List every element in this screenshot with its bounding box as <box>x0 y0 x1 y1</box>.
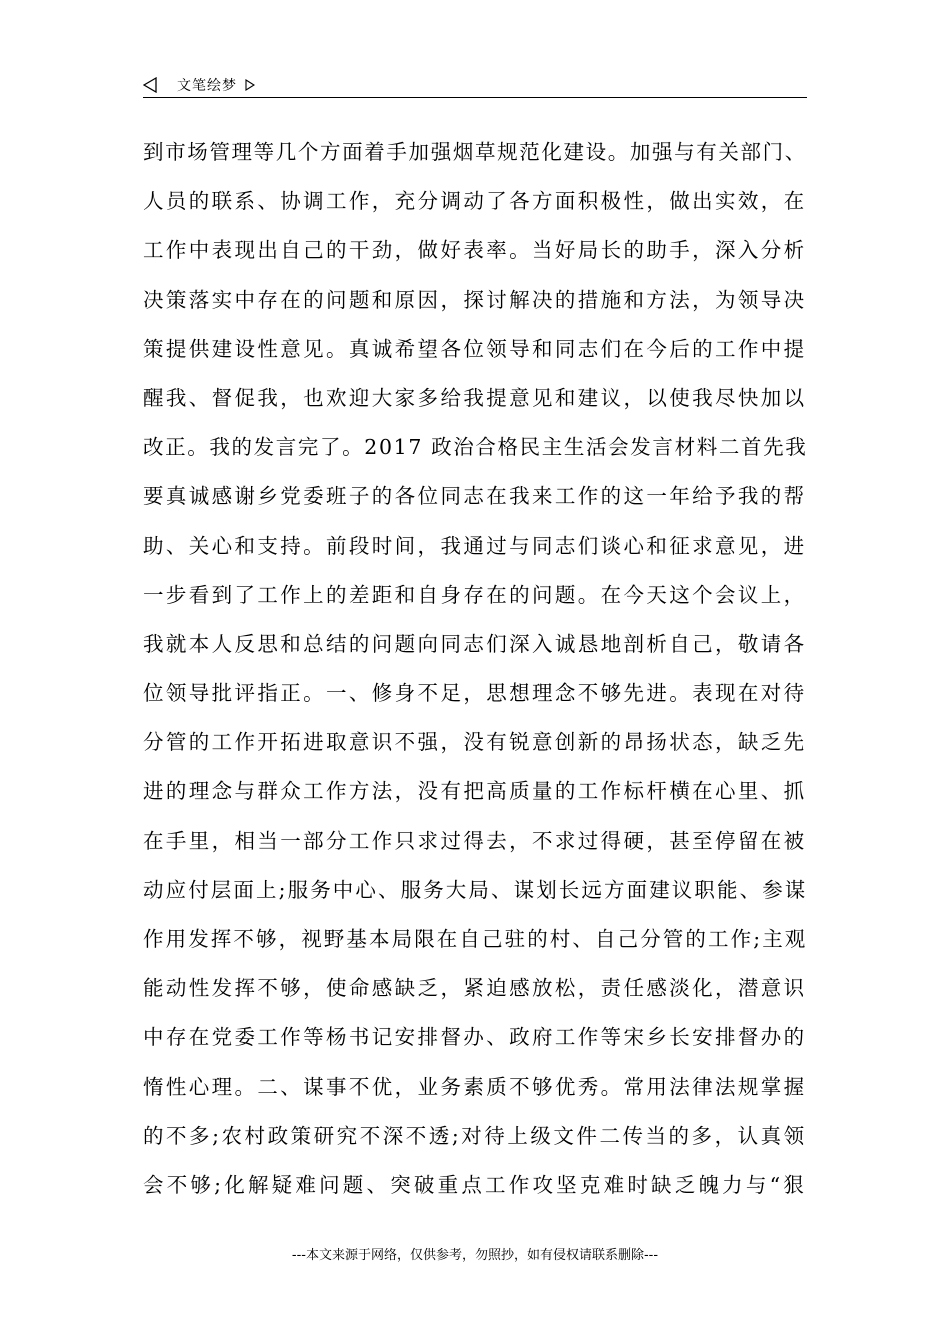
text-line: 助、关心和支持。前段时间，我通过与同志们谈心和征求意见，进 <box>143 533 807 558</box>
text-line: 作用发挥不够，视野基本局限在自己驻的村、自己分管的工作;主观 <box>143 927 808 951</box>
text-line: 要真诚感谢乡党委班子的各位同志在我来工作的这一年给予我的帮 <box>143 484 807 509</box>
text-line: 分管的工作开拓进取意识不强，没有锐意创新的昂扬状态，缺乏先 <box>143 730 807 755</box>
text-line: 进的理念与群众工作方法，没有把高质量的工作标杆横在心里、抓 <box>143 779 807 804</box>
text-line: 醒我、督促我，也欢迎大家多给我提意见和建议，以使我尽快加以 <box>143 385 807 410</box>
text-line: 策提供建设性意见。真诚希望各位领导和同志们在今后的工作中提 <box>143 336 807 361</box>
text-line: 到市场管理等几个方面着手加强烟草规范化建设。加强与有关部门、 <box>143 140 807 164</box>
page-header <box>143 74 807 96</box>
text-line: 在手里，相当一部分工作只求过得去，不求过得硬，甚至停留在被 <box>143 828 807 853</box>
text-line: 工作中表现出自己的干劲，做好表率。当好局长的助手，深入分析 <box>143 238 807 263</box>
header-divider <box>143 97 807 98</box>
document-body <box>143 128 807 1210</box>
text-line: 决策落实中存在的问题和原因，探讨解决的措施和方法，为领导决 <box>143 287 807 312</box>
header-title: 文笔绘梦 <box>177 78 237 94</box>
text-line: 一步看到了工作上的差距和自身存在的问题。在今天这个会议上， <box>143 582 807 607</box>
text-line: 会不够;化解疑难问题、突破重点工作攻坚克难时缺乏魄力与“狠 <box>143 1172 807 1197</box>
text-line: 的不多;农村政策研究不深不透;对待上级文件二传当的多，认真领 <box>143 1123 807 1148</box>
text-line: 位领导批评指正。一、修身不足，思想理念不够先进。表现在对待 <box>143 681 807 706</box>
triangle-left-icon <box>143 77 157 93</box>
text-line: 动应付层面上;服务中心、服务大局、谋划长远方面建议职能、参谋 <box>143 877 808 902</box>
text-line: 改正。我的发言完了。2017 政治合格民主生活会发言材料二首先我 <box>143 435 808 460</box>
text-line: 惰性心理。二、谋事不优，业务素质不够优秀。常用法律法规掌握 <box>143 1074 807 1099</box>
triangle-right-icon <box>245 79 255 91</box>
text-line: 中存在党委工作等杨书记安排督办、政府工作等宋乡长安排督办的 <box>143 1025 807 1050</box>
text-line: 我就本人反思和总结的问题向同志们深入诚恳地剖析自己，敬请各 <box>143 631 807 656</box>
text-line: 人员的联系、协调工作，充分调动了各方面积极性，做出实效，在 <box>143 189 807 214</box>
footer-disclaimer: ---本文来源于网络，仅供参考，勿照抄，如有侵权请联系删除--- <box>291 1248 659 1263</box>
text-line: 能动性发挥不够，使命感缺乏，紧迫感放松，责任感淡化，潜意识 <box>143 976 807 1001</box>
